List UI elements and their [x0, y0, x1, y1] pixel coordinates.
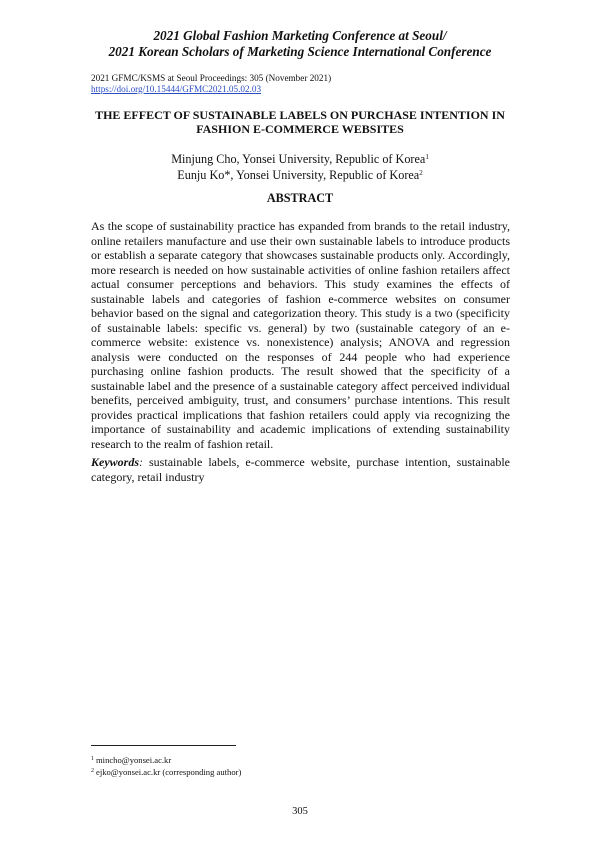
author-name: Eunju Ko*, Yonsei University, Republic of Korea [177, 168, 420, 182]
paper-title-line-1: THE EFFECT OF SUSTAINABLE LABELS ON PURCHASE INTENTION IN [95, 108, 505, 122]
author-line [0, 150, 600, 166]
abstract-heading: ABSTRACT [266, 191, 334, 205]
footnote-text: ejko@yonsei.ac.kr (corresponding author) [96, 767, 242, 777]
author-footnote-mark: 2 [419, 169, 423, 177]
keywords-label: Keywords [91, 455, 139, 469]
paper-title-line-2: FASHION E-COMMERCE WEBSITES [196, 122, 404, 136]
author-footnote-mark: 1 [425, 153, 429, 161]
footnote-mark: 1 [91, 756, 94, 762]
proceedings-info [91, 73, 331, 94]
footnote [91, 754, 241, 766]
author-list [0, 150, 600, 182]
page-number: 305 [292, 806, 308, 817]
footnote-mark: 2 [91, 768, 94, 774]
doi-link[interactable]: https://doi.org/10.15444/GFMC2021.05.02.03 [91, 83, 262, 94]
footnote-text: mincho@yonsei.ac.kr [96, 755, 172, 765]
abstract-body: As the scope of sustainability practice has expanded from brands to the retail industry, online retailers manufacture and use their own sustainable labels to introduce products or establish a separate category that showcases sustainable products only. Accordingly, more research is needed on how sustainable activities of online fashion retailers affect actual consumer perceptions and behaviors. This study examines the effects of sustainable labels and categories of fashion e-commerce websites on consumer behavior based on the signal and categorization theory. This study is a two (specificity of sustainable labels: specific vs. general) by two (sustainable category of an e-commerce website: existence vs. nonexistence) analysis; ANOVA and regression analysis were conducted on the responses of 244 people who had experience purchasing online fashion products. The result showed that the specificity of a sustainable label and the presence of a sustainable category affect perceived individual benefits, perceived ambiguity, trust, and consumers’ purchase intentions. This result provides practical implications that fashion retailers could apply via recognizing the importance of sustainability and academic implications of extending sustainability research to the realm of fashion retail. [91, 219, 510, 451]
author-line [0, 166, 600, 182]
paper-title [70, 108, 530, 136]
keywords [91, 455, 510, 484]
proceedings-citation: 2021 GFMC/KSMS at Seoul Proceedings: 305 (November 2021) [91, 73, 332, 83]
conference-header-line-2: 2021 Korean Scholars of Marketing Science International Conference [108, 44, 492, 59]
conference-header [0, 28, 600, 60]
footnote [91, 766, 241, 778]
conference-header-line-1: 2021 Global Fashion Marketing Conference at Seoul/ [153, 28, 447, 43]
footnotes [91, 754, 241, 778]
keywords-text: sustainable labels, e-commerce website, purchase intention, sustainable category, retail industry [91, 455, 510, 484]
footnote-divider [91, 745, 236, 746]
keywords-colon: : [139, 455, 143, 469]
author-name: Minjung Cho, Yonsei University, Republic of Korea [171, 152, 426, 166]
